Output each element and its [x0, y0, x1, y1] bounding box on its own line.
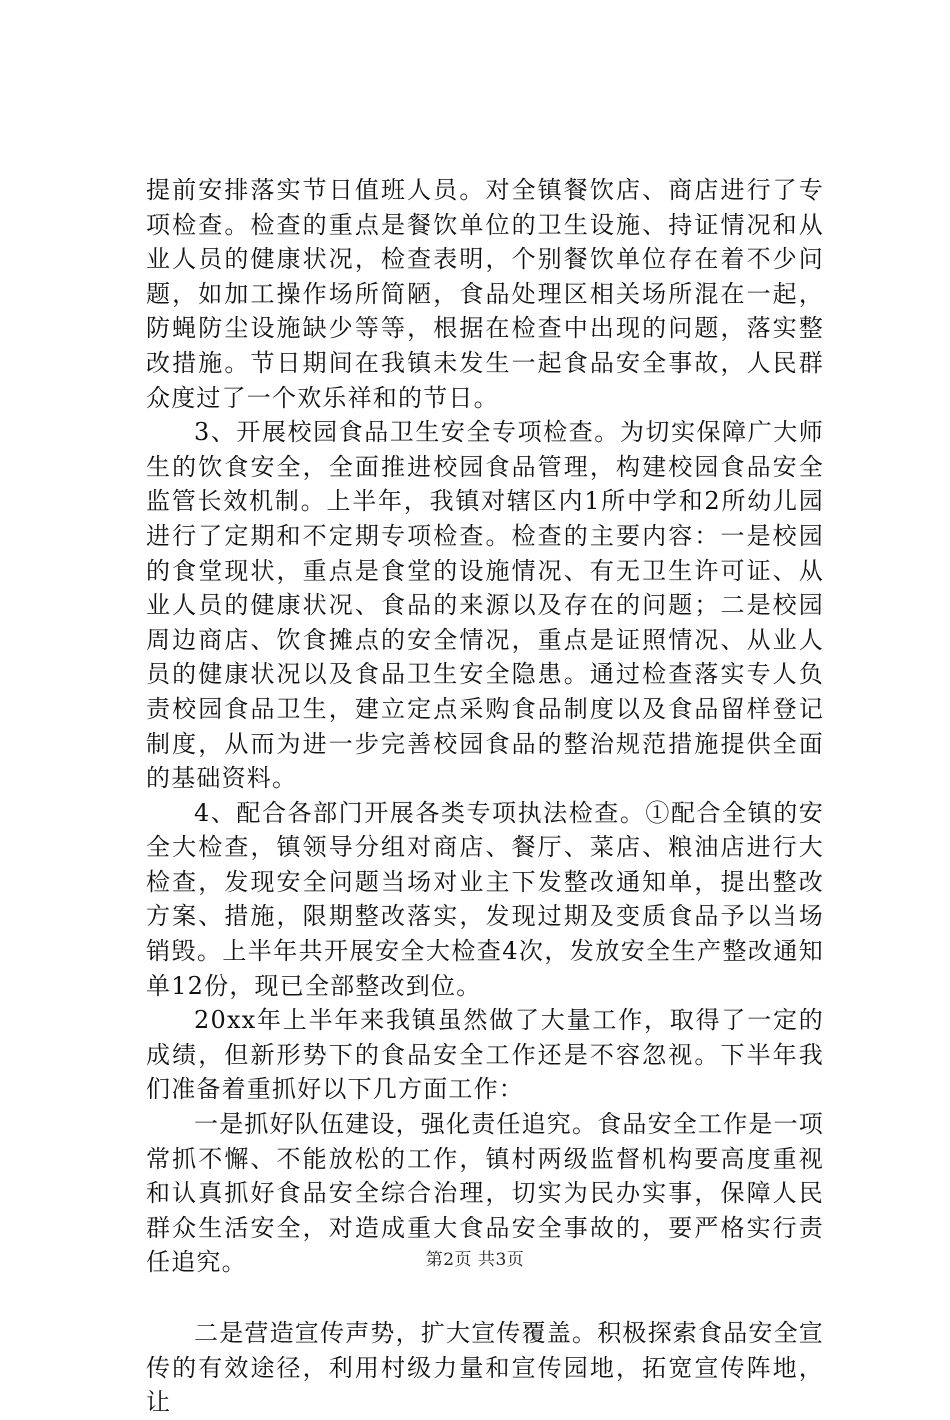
paragraph-half-year-summary: 20xx年上半年来我镇虽然做了大量工作，取得了一定的成绩，但新形势下的食品安全工作还是不容忽视。下半年我们准备着重抓好以下几方面工作：: [146, 1006, 824, 1104]
paragraph-team-building: 一是抓好队伍建设，强化责任追究。食品安全工作是一项常抓不懈、不能放松的工作，镇村两级监督机构要高度重视和认真抓好食品安全综合治理，切实为民办实事，保障人民群众生活安全，对造成重大食品安全事故的，要严格实行责任追究。: [146, 1110, 824, 1277]
paragraph-joint-enforcement: 4、配合各部门开展各类专项执法检查。①配合全镇的安全大检查，镇领导分组对商店、餐厅、菜店、粮油店进行大检查，发现安全问题当场对业主下发整改通知单，提出整改方案、措施，限期整改落实，发现过期及变质食品予以当场销毁。上半年共开展安全大检查4次，发放安全生产整改通知单12份，现已全部整改到位。: [146, 798, 824, 1000]
paragraph-campus-inspection: 3、开展校园食品卫生安全专项检查。为切实保障广大师生的饮食安全，全面推进校园食品管理，构建校园食品安全监管长效机制。上半年，我镇对辖区内1所中学和2所幼儿园进行了定期和不定期专项检查。检查的主要内容：一是校园的食堂现状，重点是食堂的设施情况、有无卫生许可证、从业人员的健康状况、食品的来源以及存在的问题；二是校园周边商店、饮食摊点的安全情况，重点是证照情况、从业人员的健康状况以及食品卫生安全隐患。通过检查落实专人负责校园食品卫生，建立定点采购食品制度以及食品留样登记制度，从而为进一步完善校园食品的整治规范措施提供全面的基础资料。: [146, 418, 824, 793]
paragraph-publicity: 二是营造宣传声势，扩大宣传覆盖。积极探索食品安全宣传的有效途径，利用村级力量和宣传园地，拓宽宣传阵地，让: [146, 1319, 824, 1417]
document-body: [146, 173, 824, 1420]
page-number-footer: 第2页 共3页: [425, 1250, 525, 1270]
paragraph-continued: 提前安排落实节日值班人员。对全镇餐饮店、商店进行了专项检查。检查的重点是餐饮单位的卫生设施、持证情况和从业人员的健康状况，检查表明，个别餐饮单位存在着不少问题，如加工操作场所简陋，食品处理区相关场所混在一起，防蝇防尘设施缺少等等，根据在检查中出现的问题，落实整改措施。节日期间在我镇未发生一起食品安全事故，人民群众度过了一个欢乐祥和的节日。: [146, 176, 824, 412]
